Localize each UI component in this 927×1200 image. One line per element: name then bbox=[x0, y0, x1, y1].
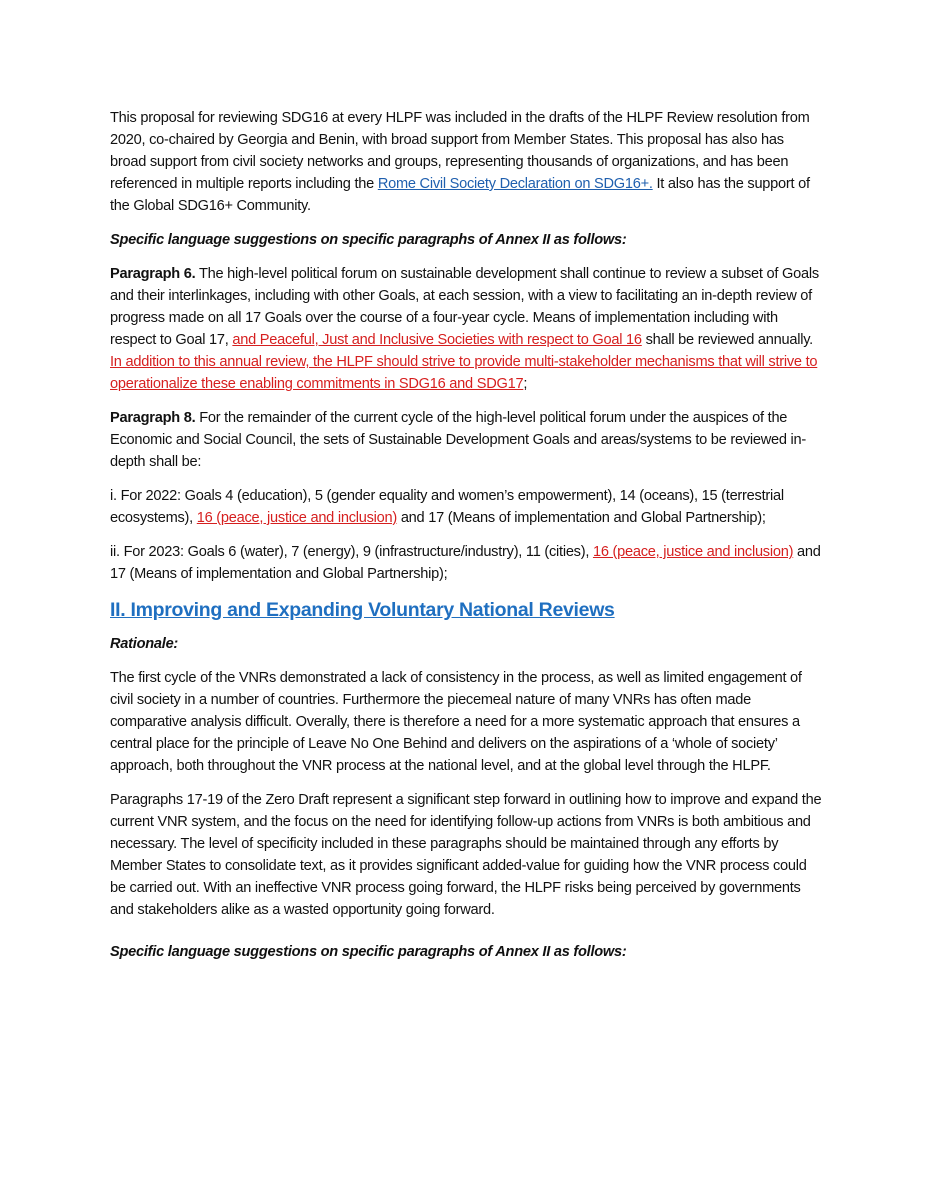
paragraph-6 bbox=[110, 263, 822, 395]
item-2023 bbox=[110, 541, 822, 585]
item-text: i. For 2022: Goals 4 (education), 5 (gender equality and women’s empowerment), 14 (oceans), 15 (terrestrial ecosystems), bbox=[110, 488, 784, 526]
rationale-label: Rationale: bbox=[110, 636, 179, 652]
proposed-insert: and Peaceful, Just and Inclusive Societies with respect to Goal 16 bbox=[232, 332, 642, 348]
item-tail: and 17 (Means of implementation and Global Partnership); bbox=[397, 510, 766, 526]
suggestions-heading: Specific language suggestions on specific paragraphs of Annex II as follows: bbox=[110, 232, 627, 248]
item-text: ii. For 2023: Goals 6 (water), 7 (energy), 9 (infrastructure/industry), 11 (cities), bbox=[110, 544, 593, 560]
proposed-insert: In addition to this annual review, the HLPF should strive to provide multi-stakeholder mechanisms that will strive to operationalize these enabling commitments in SDG16 and SDG17 bbox=[110, 354, 818, 392]
paragraph-8-text: For the remainder of the current cycle of the high-level political forum under the auspices of the Economic and Social Council, the sets of Sustainable Development Goals and areas/systems to be reviewed in-depth shall be: bbox=[110, 410, 807, 470]
suggestions-heading: Specific language suggestions on specific paragraphs of Annex II as follows: bbox=[110, 944, 627, 960]
paragraph-8 bbox=[110, 407, 822, 473]
paragraph-8-label: Paragraph 8. bbox=[110, 410, 196, 426]
intro-tail: It also has the support of the Global SDG16+ Community. bbox=[110, 176, 810, 214]
paragraph-6-mid: shall be reviewed annually. bbox=[641, 332, 813, 348]
paragraph-6-label: Paragraph 6. bbox=[110, 266, 196, 282]
intro-paragraph bbox=[110, 107, 822, 217]
document-page bbox=[110, 107, 822, 975]
section-heading[interactable]: II. Improving and Expanding Voluntary National Reviews bbox=[110, 599, 615, 621]
item-tail: and 17 (Means of implementation and Global Partnership); bbox=[110, 544, 821, 582]
proposed-insert: 16 (peace, justice and inclusion) bbox=[196, 510, 398, 526]
intro-text: This proposal for reviewing SDG16 at every HLPF was included in the drafts of the HLPF Review resolution from 2020, co-chaired by Georgia and Benin, with broad support from Member States. This proposal has also has broad support from civil society networks and groups, representing thousands of organizations, and has been referenced in multiple reports including the bbox=[110, 110, 810, 192]
proposed-insert: 16 (peace, justice and inclusion) bbox=[592, 544, 794, 560]
rationale-paragraph-1: The first cycle of the VNRs demonstrated a lack of consistency in the process, as well as limited engagement of civil society in a number of countries. Furthermore the piecemeal nature of many VNRs has often made comparative analysis difficult. Overally, there is therefore a need for a more systematic approach that ensures a central place for the principle of Leave No One Behind and delivers on the aspirations of a ‘whole of society’ approach, both throughout the VNR process at the national level, and at the global level through the HLPF. bbox=[110, 670, 802, 774]
item-2022 bbox=[110, 485, 822, 529]
paragraph-6-text: The high-level political forum on sustainable development shall continue to review a subset of Goals and their interlinkages, including with other Goals, at each session, with a view to facilitating an in-depth review of progress made on all 17 Goals over the course of a four-year cycle. Means of implementation including with respect to Goal 17, bbox=[110, 266, 819, 348]
paragraph-6-end: ; bbox=[523, 376, 528, 392]
rationale-paragraph-2: Paragraphs 17-19 of the Zero Draft represent a significant step forward in outlining how to improve and expand the current VNR system, and the focus on the need for identifying follow-up actions from VNRs is both ambitious and necessary. The level of specificity included in these paragraphs should be maintained through any efforts by Member States to consolidate text, as it provides significant added-value for guiding how the VNR process could be carried out. With an ineffective VNR process going forward, the HLPF risks being perceived by governments and stakeholders alike as a wasted opportunity going forward. bbox=[110, 792, 822, 918]
rome-declaration-link[interactable]: Rome Civil Society Declaration on SDG16+. bbox=[377, 176, 653, 192]
